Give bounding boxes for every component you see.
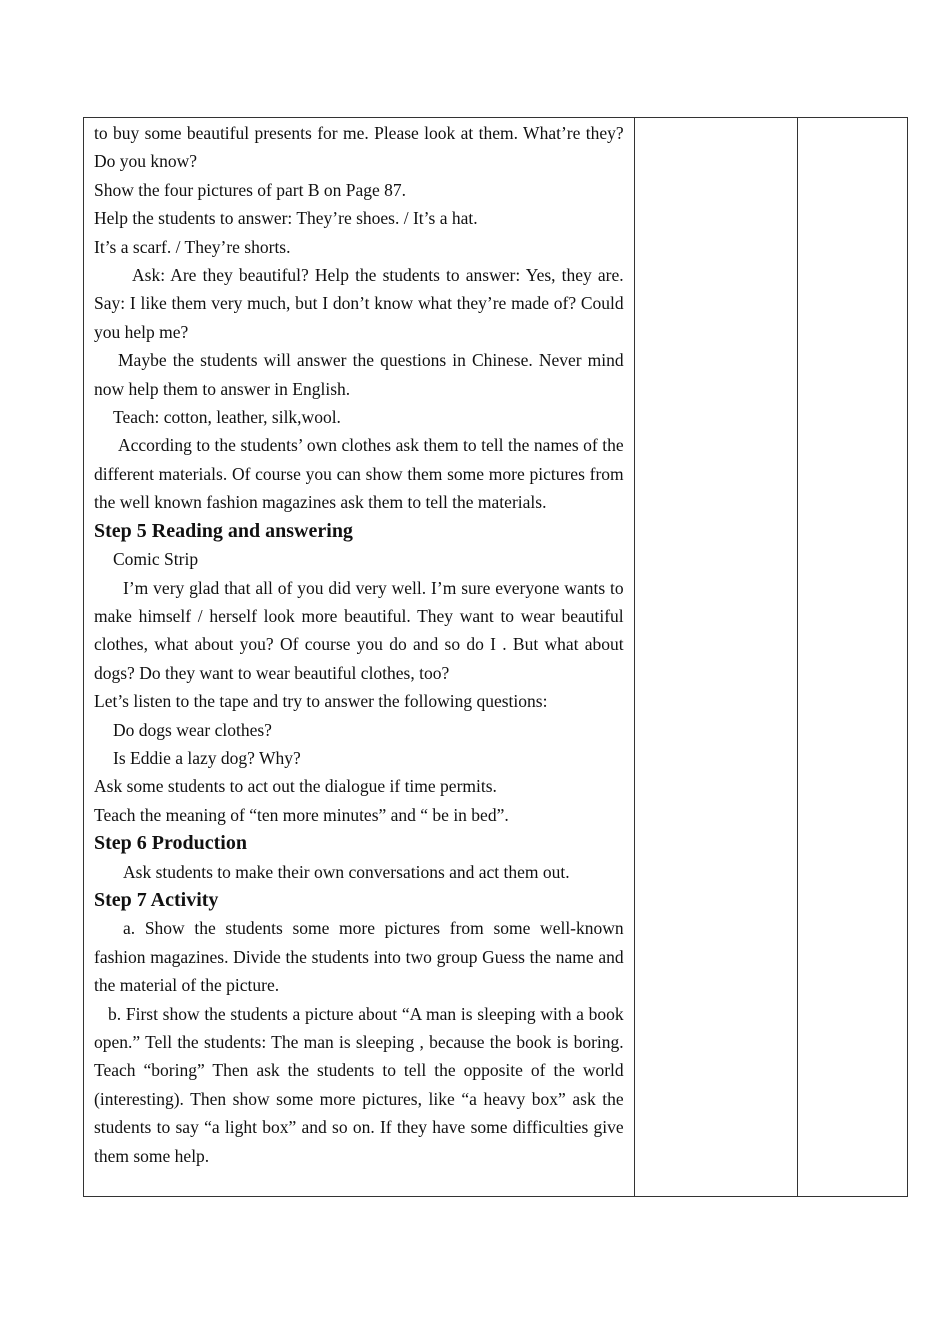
step-6-heading: Step 6 Production — [94, 832, 247, 855]
paragraph-3: Help the students to answer: They’re shoes. / It’s a hat. — [94, 208, 478, 229]
paragraph-20: a. Show the students some more pictures from some well-known fashion magazines. Divide the students into two group Guess the name and the material of the picture. — [94, 918, 624, 996]
paragraph-21: b. First show the students a picture about “A man is sleeping with a book open.” Tell the students: The man is sleeping , because the book is boring. Teach “boring” Then ask the students to tell the opposite of the world (interesting). Then show some more pictures, like “a heavy box” ask the students to say “a light box” and so on. If they have some difficulties give them some help. — [94, 1003, 624, 1166]
paragraph-8: According to the students’ own clothes ask them to tell the names of the different materials. Of course you can show them some more pictures from the well known fashion magazines ask them to tell the materials. — [94, 435, 624, 513]
paragraph-11: I’m very glad that all of you did very well. I’m sure everyone wants to make himself / herself look more beautiful. They want to wear beautiful clothes, what about you? Of course you do and so do I . But what about dogs? Do they want to wear beautiful clothes, too? — [94, 577, 624, 683]
table-row — [84, 118, 908, 1197]
paragraph-4: It’s a scarf. / They’re shorts. — [94, 236, 291, 257]
paragraph-5: Ask: Are they beautiful? Help the students to answer: Yes, they are. Say: I like them very much, but I don’t know what they’re made of? Could you help me? — [94, 265, 624, 342]
empty-cell-middle — [634, 118, 797, 1197]
paragraph-10: Comic Strip — [113, 549, 199, 570]
paragraph-13: Do dogs wear clothes? — [113, 719, 272, 740]
paragraph-2: Show the four pictures of part B on Page 87. — [94, 179, 407, 200]
step-5-heading: Step 5 Reading and answering — [94, 519, 353, 542]
empty-cell-right — [797, 118, 907, 1197]
paragraph-7: Teach: cotton, leather, silk,wool. — [113, 407, 341, 428]
step-7-heading: Step 7 Activity — [94, 888, 219, 911]
teaching-procedure-content — [84, 118, 634, 1170]
paragraph-15: Ask some students to act out the dialogue if time permits. — [94, 776, 497, 797]
paragraph-1: to buy some beautiful presents for me. Please look at them. What’re they? Do you know? — [94, 123, 624, 172]
lesson-plan-table — [83, 117, 908, 1197]
teaching-procedure-cell — [84, 118, 635, 1197]
paragraph-12: Let’s listen to the tape and try to answer the following questions: — [94, 691, 548, 712]
paragraph-6: Maybe the students will answer the questions in Chinese. Never mind now help them to answer in English. — [94, 350, 624, 399]
paragraph-16: Teach the meaning of “ten more minutes” and “ be in bed”. — [94, 804, 509, 825]
paragraph-14: Is Eddie a lazy dog? Why? — [113, 747, 301, 768]
paragraph-18: Ask students to make their own conversations and act them out. — [123, 861, 570, 882]
